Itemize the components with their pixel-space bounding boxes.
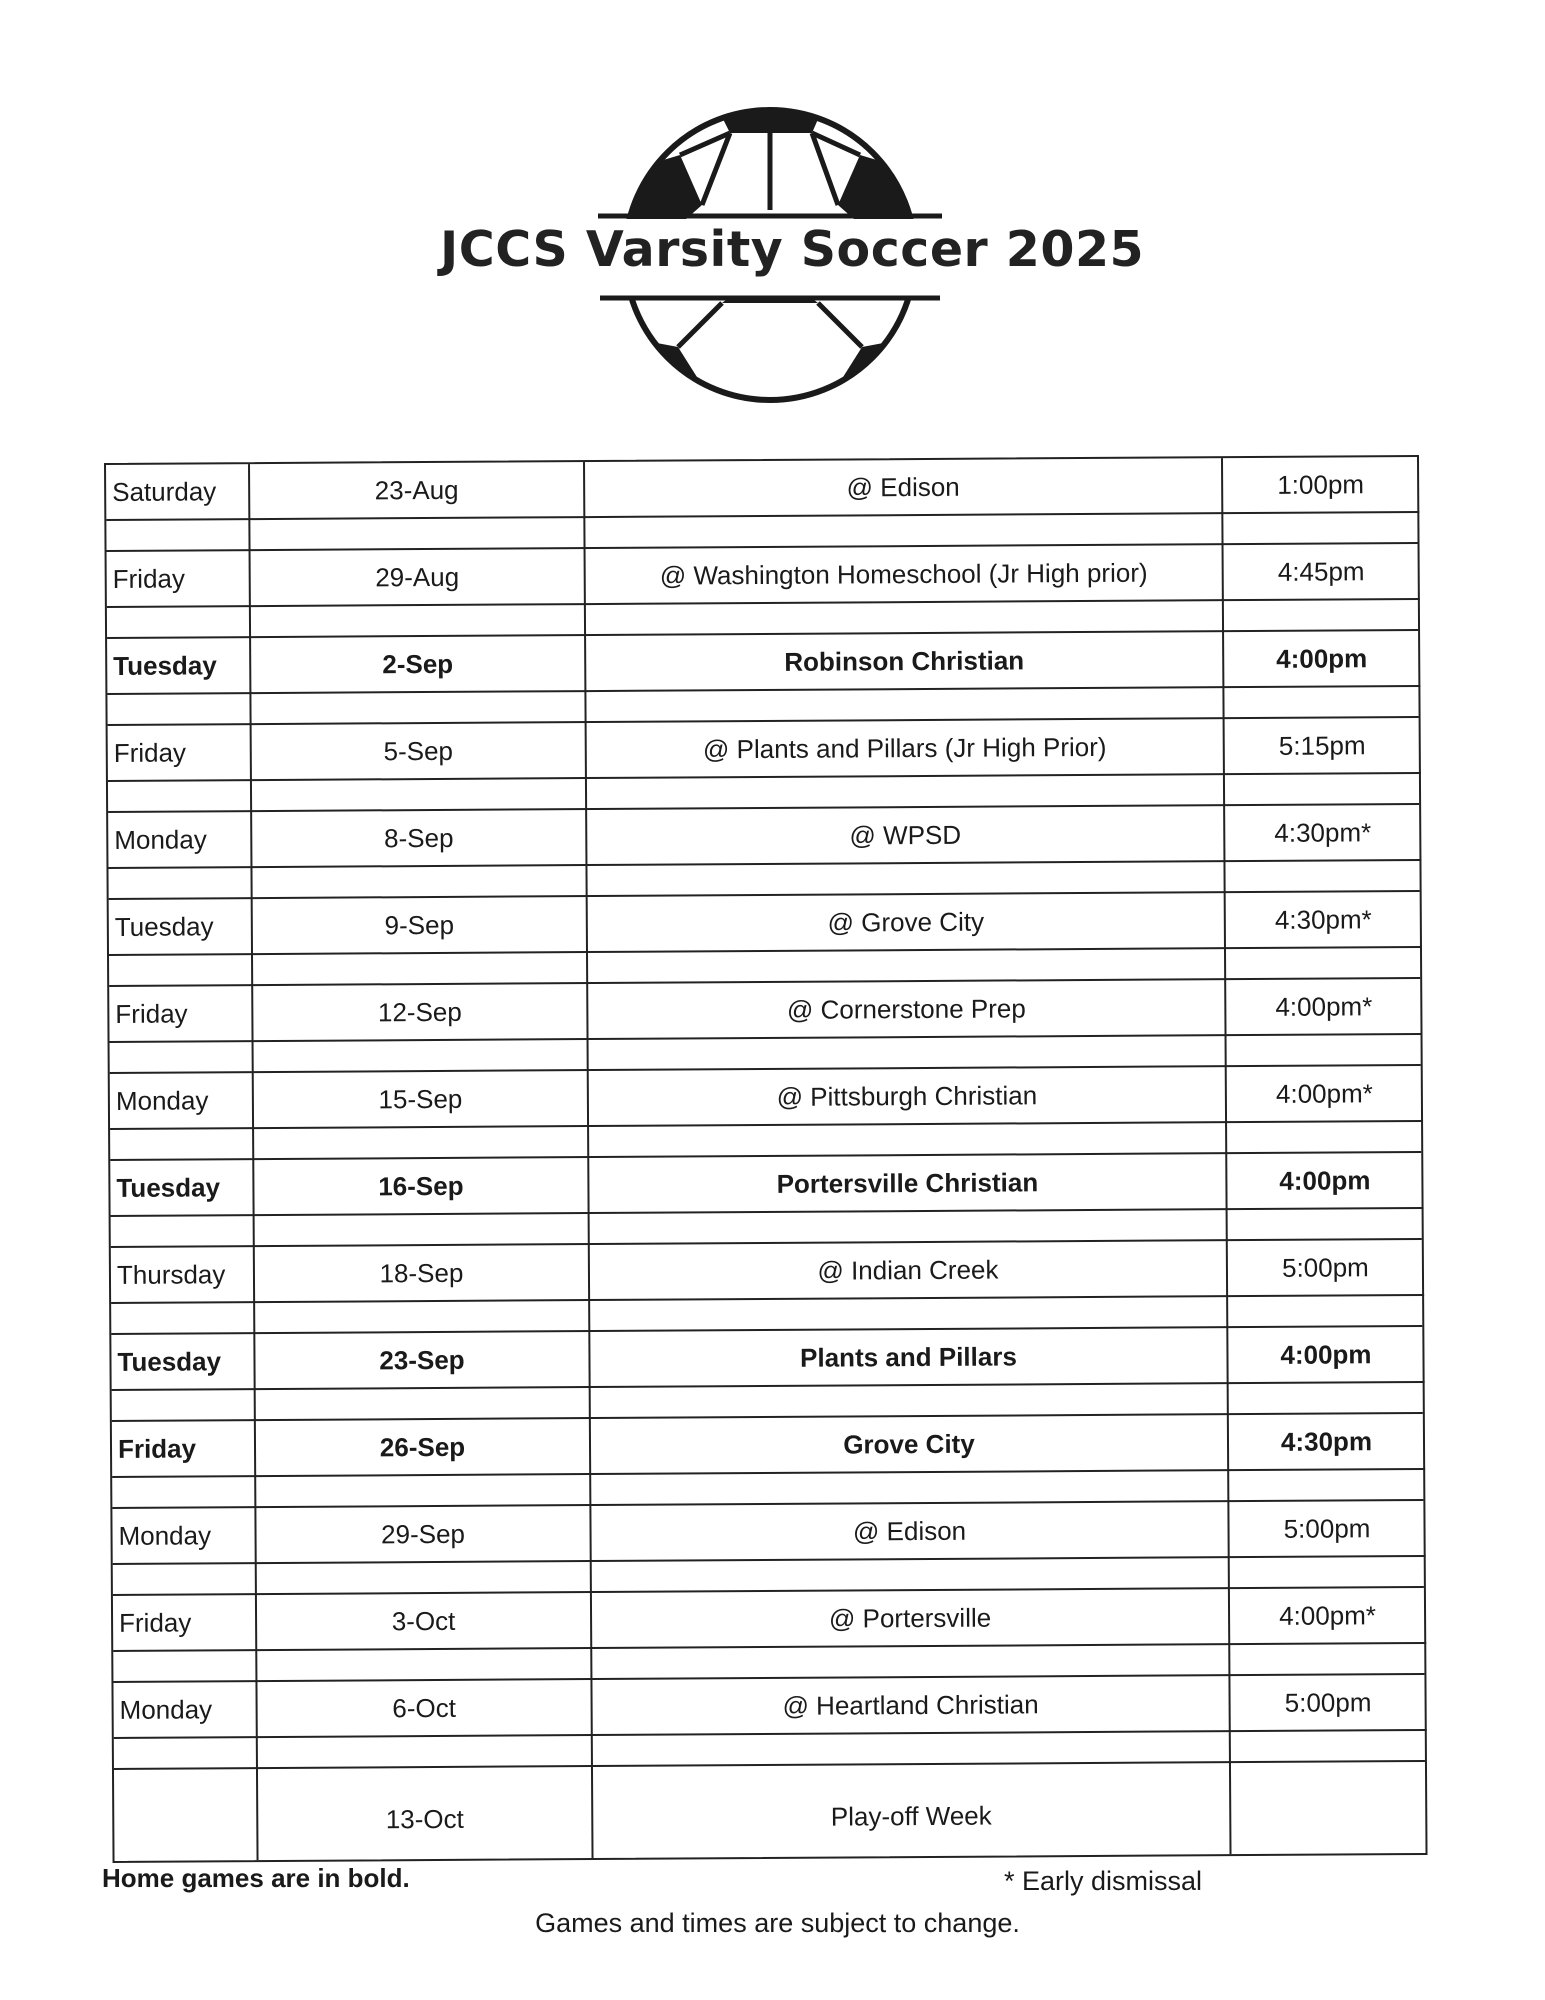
date-cell: 16-Sep [253, 1158, 588, 1216]
time-cell: 4:00pm* [1225, 979, 1422, 1036]
opponent-cell: Portersville Christian [588, 1154, 1226, 1214]
day-cell: Monday [112, 1508, 255, 1565]
time-cell: 4:00pm [1226, 1153, 1423, 1210]
time-cell: 4:00pm [1223, 631, 1420, 688]
opponent-cell: @ Washington Homeschool (Jr High prior) [585, 545, 1223, 605]
time-cell: 4:30pm* [1224, 805, 1421, 862]
opponent-cell: @ Edison [590, 1502, 1228, 1562]
date-cell: 6-Oct [256, 1680, 591, 1738]
day-cell: Tuesday [109, 899, 252, 956]
day-cell: Friday [113, 1595, 256, 1652]
home-games-legend: Home games are in bold. [102, 1863, 410, 1893]
time-cell: 4:00pm* [1229, 1588, 1426, 1645]
date-cell: 8-Sep [251, 810, 586, 868]
date-cell: 26-Sep [255, 1419, 590, 1477]
page-title: JCCS Varsity Soccer 2025 [440, 221, 1145, 278]
date-cell: 5-Sep [251, 723, 586, 781]
time-cell: 5:00pm [1228, 1501, 1425, 1558]
date-cell: 29-Aug [250, 549, 585, 607]
day-cell: Monday [108, 812, 251, 869]
day-cell: Tuesday [107, 638, 250, 695]
day-cell [114, 1769, 257, 1845]
date-cell: 9-Sep [252, 897, 587, 955]
day-cell: Monday [113, 1682, 256, 1739]
opponent-cell: @ Plants and Pillars (Jr High Prior) [586, 719, 1224, 779]
disclaimer: Games and times are subject to change. [535, 1908, 1020, 1938]
time-cell [1230, 1762, 1427, 1838]
day-cell: Tuesday [110, 1160, 253, 1217]
time-cell: 5:00pm [1229, 1675, 1426, 1732]
day-cell: Thursday [111, 1247, 254, 1304]
date-cell: 13-Oct [385, 1803, 464, 1835]
day-cell: Friday [107, 551, 250, 608]
opponent-cell: @ WPSD [586, 806, 1224, 866]
time-cell: 4:30pm [1228, 1414, 1425, 1471]
day-cell: Saturday [106, 464, 249, 521]
early-dismissal-note: * Early dismissal [1004, 1866, 1203, 1896]
date-cell: 23-Aug [249, 462, 584, 520]
opponent-cell: @ Edison [584, 458, 1222, 518]
time-cell: 4:30pm* [1225, 892, 1422, 949]
time-cell: 4:45pm [1223, 544, 1420, 601]
date-cell: 2-Sep [250, 636, 585, 694]
opponent-cell: Play-off Week [830, 1800, 992, 1832]
date-cell: 12-Sep [252, 984, 587, 1042]
opponent-cell: @ Portersville [591, 1589, 1229, 1649]
time-cell: 5:15pm [1224, 718, 1421, 775]
opponent-cell: Plants and Pillars [589, 1328, 1227, 1388]
time-cell: 4:00pm [1227, 1327, 1424, 1384]
time-cell: 4:00pm* [1226, 1066, 1423, 1123]
date-cell: 15-Sep [253, 1071, 588, 1129]
time-cell: 1:00pm [1222, 457, 1419, 514]
date-cell: 23-Sep [254, 1332, 589, 1390]
date-cell: 29-Sep [255, 1506, 590, 1564]
schedule-table [104, 455, 1428, 1863]
opponent-cell: Grove City [590, 1415, 1228, 1475]
opponent-cell: @ Heartland Christian [591, 1676, 1229, 1736]
time-cell: 5:00pm [1227, 1240, 1424, 1297]
day-cell: Friday [108, 725, 251, 782]
opponent-cell: @ Grove City [587, 893, 1225, 953]
opponent-cell: @ Pittsburgh Christian [588, 1067, 1226, 1127]
day-cell: Tuesday [111, 1334, 254, 1391]
date-cell: 18-Sep [254, 1245, 589, 1303]
date-cell: 3-Oct [256, 1593, 591, 1651]
opponent-cell: @ Cornerstone Prep [587, 980, 1225, 1040]
day-cell: Monday [110, 1073, 253, 1130]
opponent-cell: @ Indian Creek [589, 1241, 1227, 1301]
day-cell: Friday [112, 1421, 255, 1478]
opponent-cell: Robinson Christian [585, 632, 1223, 692]
day-cell: Friday [109, 986, 252, 1043]
